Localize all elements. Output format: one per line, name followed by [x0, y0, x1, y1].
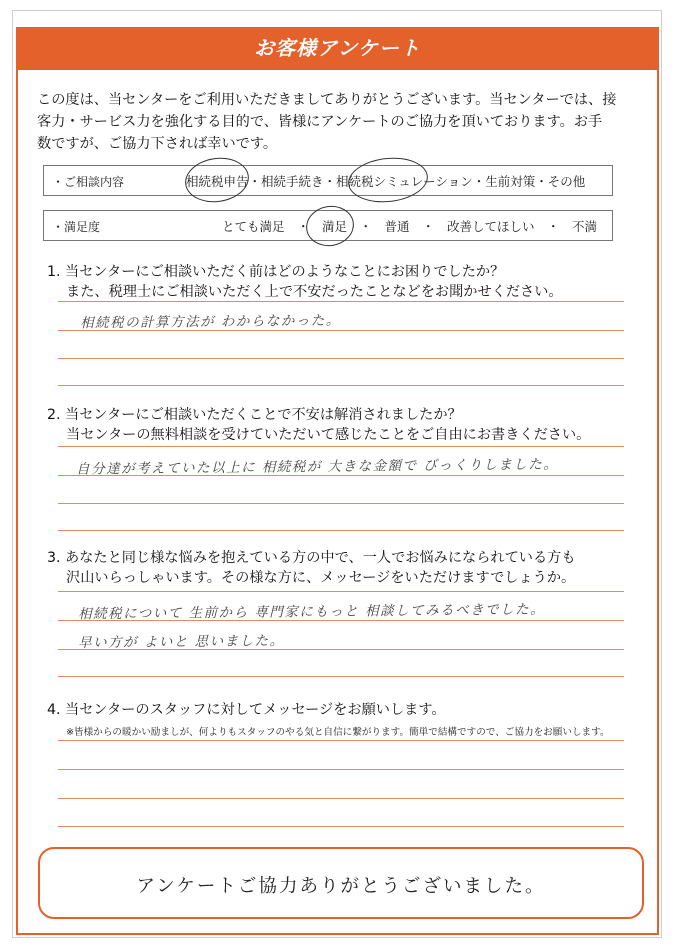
question-4-line-1: 4. 当センターのスタッフに対してメッセージをお願いします。: [47, 702, 446, 718]
answer-rule: [58, 385, 624, 386]
question-4-note: ※皆様からの暖かい励ましが、何よりもスタッフのやる気と自信に繋がります。簡単で結構ですので、ご協力をお願いします。: [66, 727, 610, 738]
consultation-options[interactable]: 相続税申告・相続手続き・相続税シミュレーション・生前対策・その他: [186, 174, 586, 189]
answer-rule: [58, 330, 624, 331]
answer-rule: [58, 620, 624, 621]
answer-3-line-1[interactable]: 相続税について 生前から 専門家にもっと 相談してみるべきでした。: [77, 601, 546, 623]
answer-rule: [58, 826, 624, 827]
answer-3-line-2[interactable]: 早い方が よいと 思いました。: [77, 632, 285, 652]
answer-rule: [58, 769, 624, 770]
answer-rule: [58, 358, 624, 359]
answer-1-line-1[interactable]: 相続税の計算方法が わからなかった。: [79, 312, 341, 332]
answer-rule: [58, 740, 624, 741]
answer-2-line-1[interactable]: 自分達が考えていた以上に 相続税が 大きな金額で びっくりしました。: [75, 456, 559, 478]
consultation-box: [43, 165, 613, 196]
satisfaction-options[interactable]: とても満足 ・ 満足 ・ 普通 ・ 改善してほしい ・ 不満: [222, 219, 598, 234]
question-2-line-1: 2. 当センターにご相談いただくことで不安は解消されましたか？: [47, 407, 462, 423]
answer-rule: [58, 301, 624, 302]
consultation-label: ・ご相談内容: [52, 175, 125, 189]
answer-rule: [58, 649, 624, 650]
answer-rule: [58, 446, 624, 447]
answer-rule: [58, 798, 624, 799]
question-2: [47, 405, 590, 445]
question-3-line-1: 3. あなたと同じ様な悩みを抱えている方の中で、一人でお悩みになられている方も: [47, 550, 576, 566]
answer-rule: [58, 503, 624, 504]
intro-line-2: 客力・サービス力を強化する目的で、皆様にアンケートのご協力を頂いております。お手: [37, 114, 603, 130]
title-bar: [16, 27, 659, 70]
question-1-line-2: また、税理士にご相談いただく上で不安だったことなどをお聞かせください。: [66, 284, 563, 300]
thanks-box: [38, 847, 644, 919]
thanks-message: アンケートご協力ありがとうございました。: [136, 876, 546, 897]
intro-line-1: この度は、当センターをご利用いただきましてありがとうございます。当センターでは、接: [37, 92, 617, 108]
question-1-line-1: 1. 当センターにご相談いただく前はどのようなことにお困りでしたか？: [47, 264, 505, 280]
question-3: [47, 548, 576, 588]
answer-rule: [58, 591, 624, 592]
question-2-line-2: 当センターの無料相談を受けていただいて感じたことをご自由にお書きください。: [66, 427, 591, 443]
question-1: [47, 262, 563, 302]
answer-rule: [58, 530, 624, 531]
answer-rule: [58, 676, 624, 677]
page-title: お客様アンケート: [254, 36, 421, 60]
intro-text: [37, 89, 647, 155]
satisfaction-label: ・満足度: [52, 220, 101, 234]
question-3-line-2: 沢山いらっしゃいます。その様な方に、メッセージをいただけますでしょうか。: [66, 570, 576, 586]
question-4: [47, 700, 446, 720]
intro-line-3: 数ですが、ご協力下されば幸いです。: [37, 136, 278, 152]
answer-rule: [58, 475, 624, 476]
